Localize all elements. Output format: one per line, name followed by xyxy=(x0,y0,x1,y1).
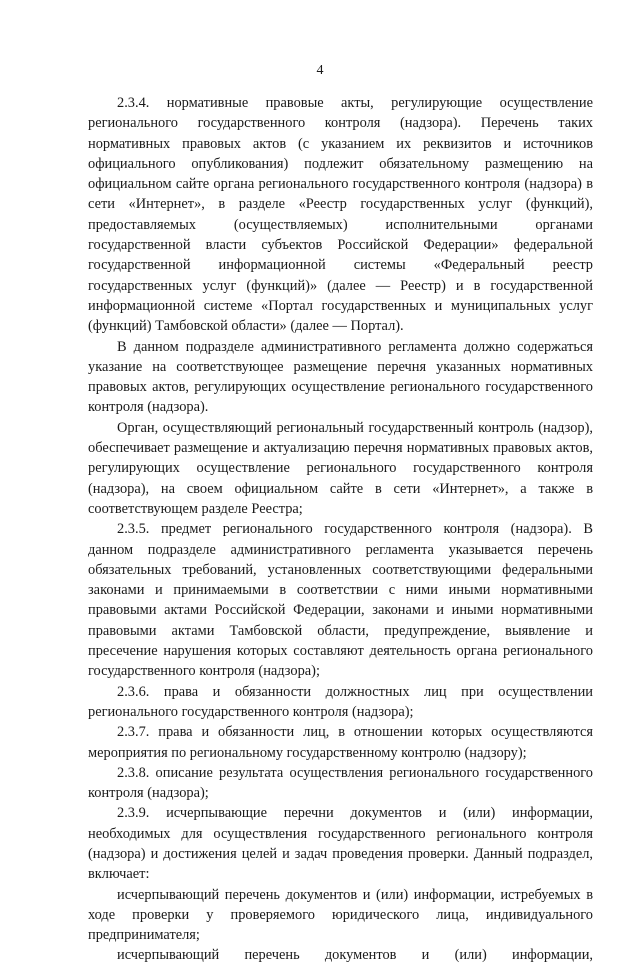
paragraph-2-3-5: 2.3.5. предмет регионального государственного контроля (надзора). В данном подразделе административного регламента указывается перечень обязательных требований, установленных соответствующими федеральными законами и принимаемыми в соответствии с ними иными нормативными правовыми актами Российской Федерации, законами и иными нормативными правовыми актами Тамбовской области, предупреждение, выявление и пресечение нарушения которых составляют деятельность органа регионального государственного контроля (надзора); xyxy=(88,521,593,680)
paragraph-list-item: исчерпывающий перечень документов и (или) информации, истребуемых в ходе проверки у проверяемого юридического лица, индивидуального предпринимателя; xyxy=(88,886,593,944)
page-number: 4 xyxy=(316,63,324,78)
document-body xyxy=(88,93,593,966)
paragraph-2-3-4: 2.3.4. нормативные правовые акты, регулирующие осуществление регионального государственного контроля (надзора). Перечень таких нормативных правовых актов (с указанием их реквизитов и источников официального опубликования) подлежит обязательному размещению на официальном сайте органа регионального государственного контроля (надзора) в сети «Интернет», в разделе «Реестр государственных услуг (функций), предоставляемых (осуществляемых) исполнительными органами государственной власти субъектов Российской Федерации» федеральной государственной информационной системы «Федеральный реестр государственных услуг (функций)» (далее — Реестр) и в государственной информационной системе «Портал государственных и муниципальных услуг (функций) Тамбовской области» (далее — Портал). xyxy=(88,95,593,335)
paragraph-2-3-8: 2.3.8. описание результата осуществления регионального государственного контроля (надзора); xyxy=(88,764,593,802)
paragraph-placement-note: В данном подразделе административного регламента должно содержаться указание на соответствующее размещение перечня указанных нормативных правовых актов, регулирующих осуществление регионального государственного контроля (надзора). xyxy=(88,338,593,416)
paragraph-2-3-9: 2.3.9. исчерпывающие перечни документов и (или) информации, необходимых для осуществления государственного регионального контроля (надзора) и достижения целей и задач проведения проверки. Данный подраздел, включает: xyxy=(88,805,593,883)
paragraph-authority-duty: Орган, осуществляющий региональный государственный контроль (надзор), обеспечивает размещение и актуализацию перечня нормативных правовых актов, регулирующих осуществление регионального государственного контроля (надзора), на своем официальном сайте в сети «Интернет», а также в соответствующем разделе Реестра; xyxy=(88,419,593,517)
paragraph-list-item-cut: исчерпывающий перечень документов и (или) информации, xyxy=(117,947,593,964)
paragraph-2-3-6: 2.3.6. права и обязанности должностных лиц при осуществлении регионального государственного контроля (надзора); xyxy=(88,683,593,720)
paragraph-2-3-7: 2.3.7. права и обязанности лиц, в отношении которых осуществляются мероприятия по региональному государственному контролю (надзору); xyxy=(88,724,593,761)
